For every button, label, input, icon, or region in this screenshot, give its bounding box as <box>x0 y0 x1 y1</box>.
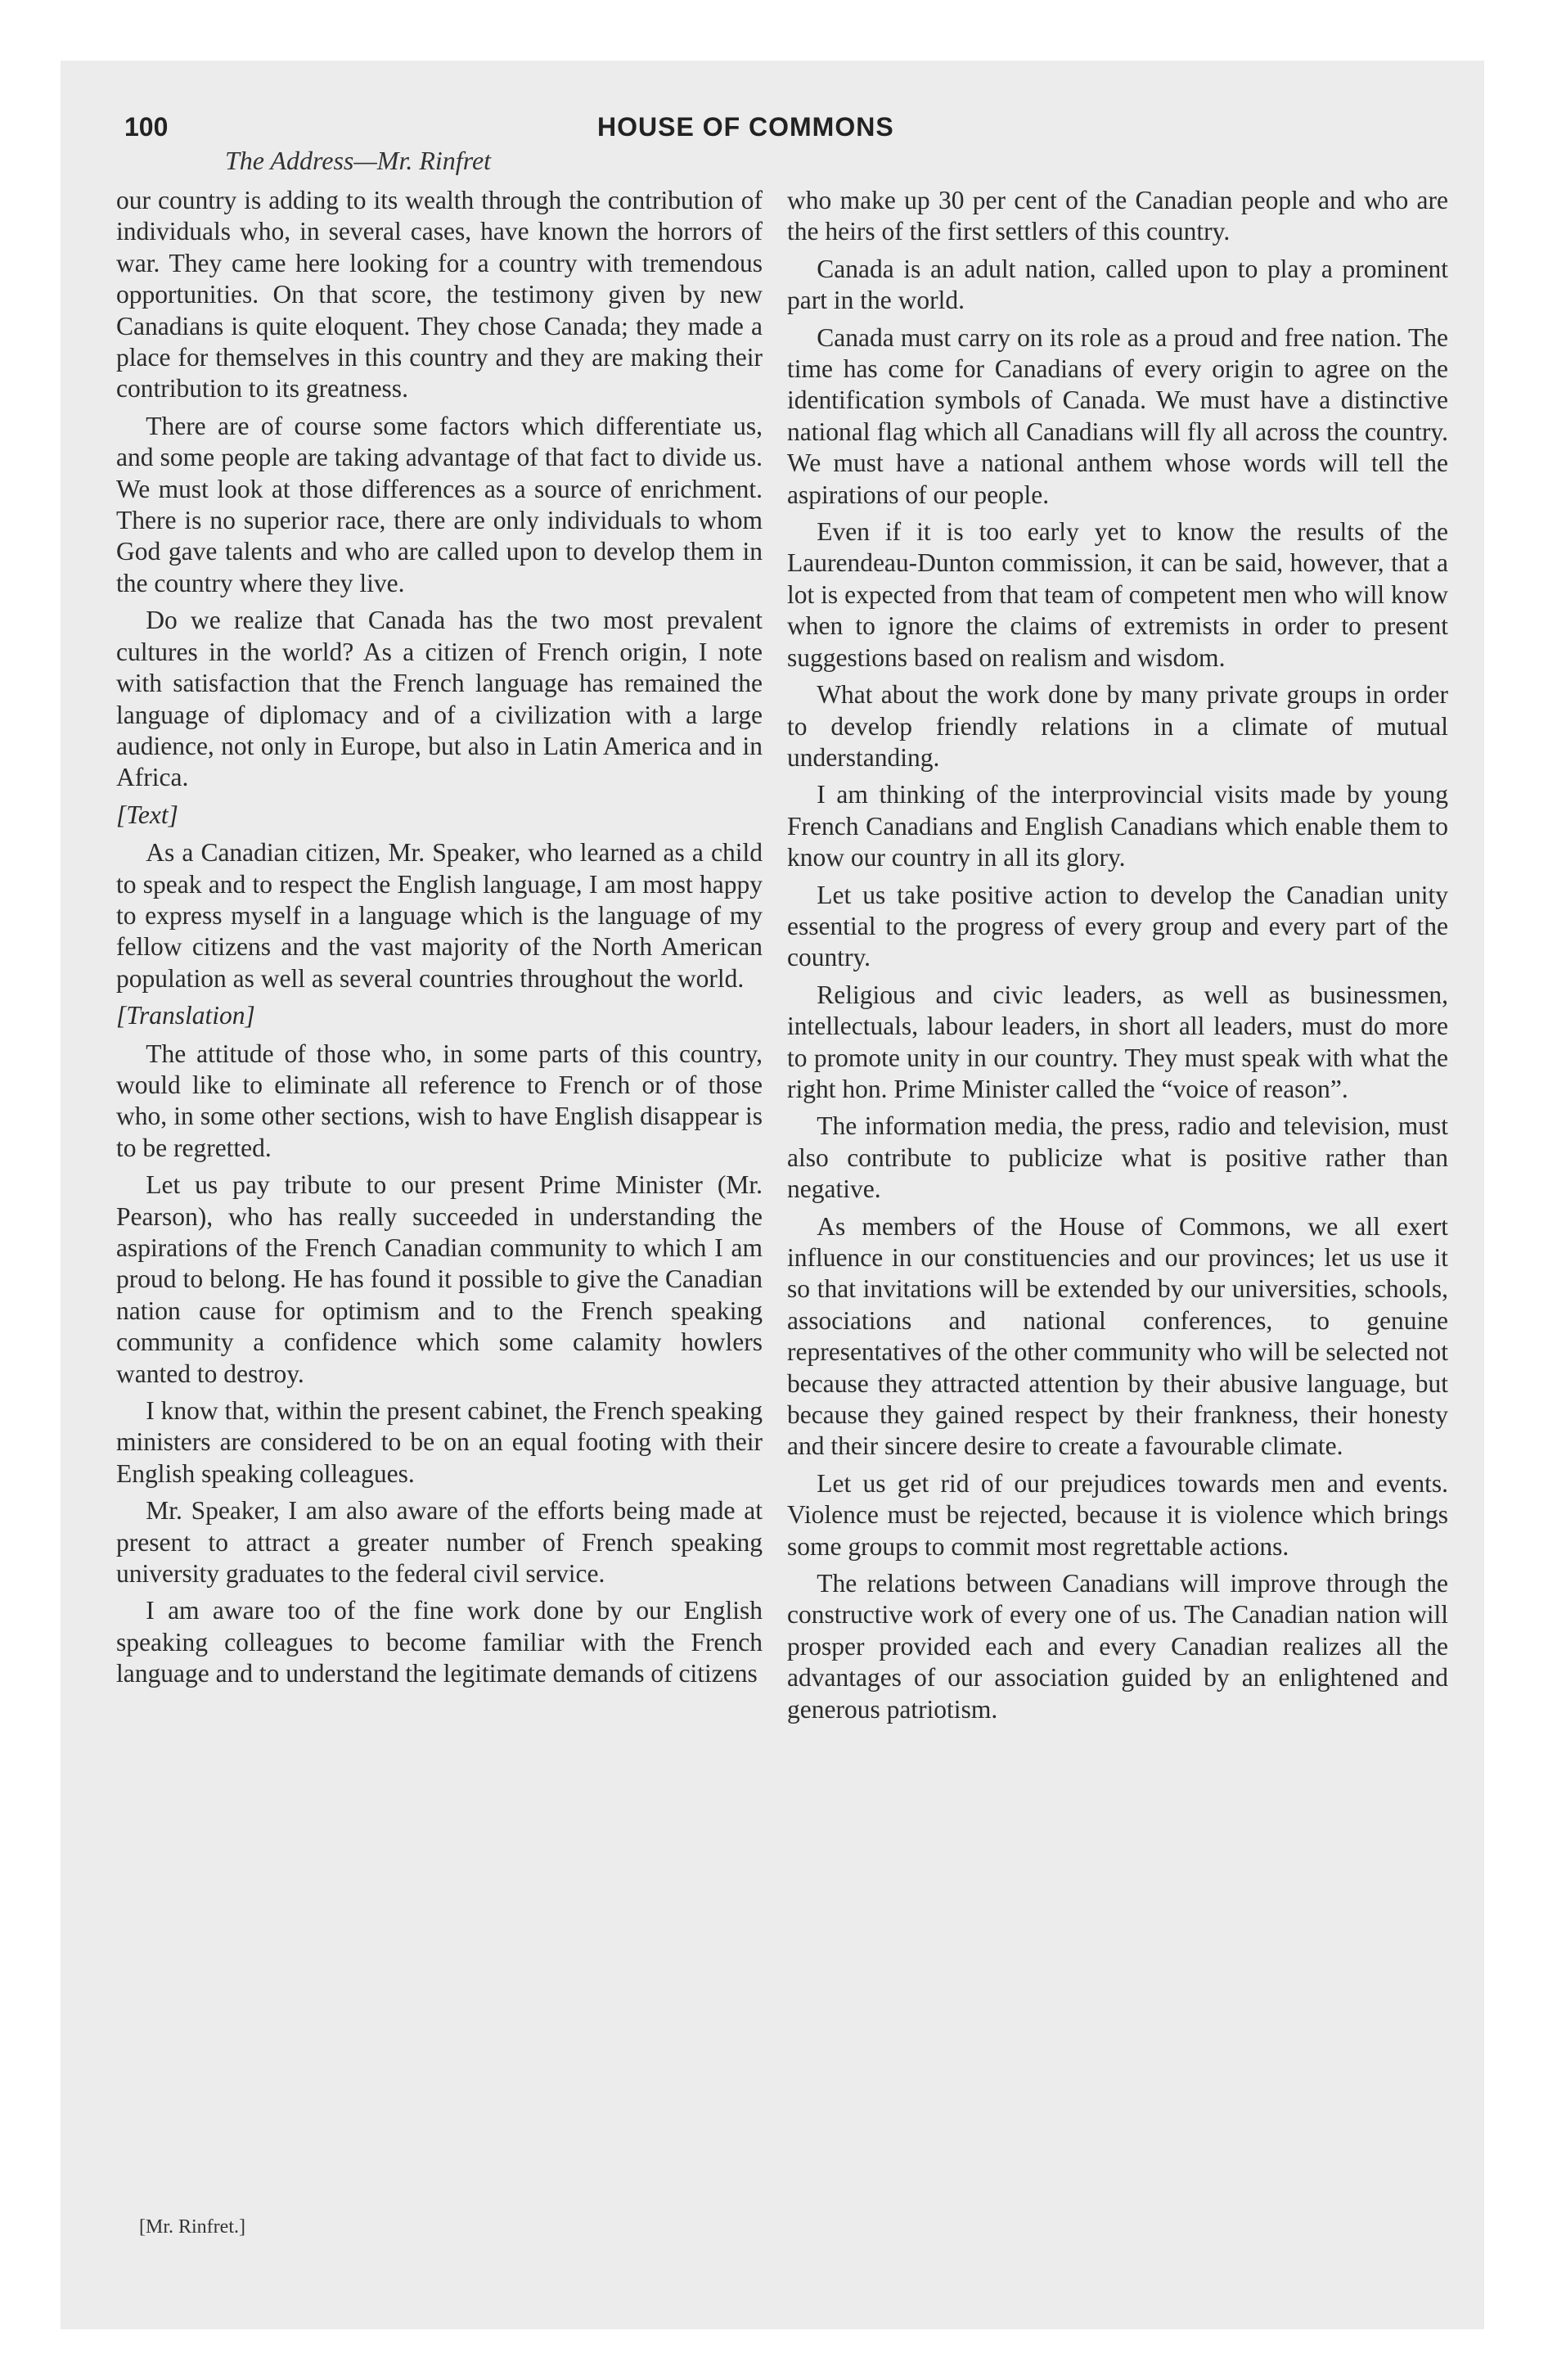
paragraph: Religious and civic leaders, as well as businessmen, intellectuals, labour leaders, in short all leaders, must do more to promote unity in our country. They must speak with what the right hon. Prime Minister called the “voice of reason”. <box>787 980 1448 1103</box>
paragraph: I am aware too of the fine work done by our English speaking colleagues to become familiar with the French language and to understand the legitimate demands of citizens <box>116 1596 763 1688</box>
paragraph: Even if it is too early yet to know the results of the Laurendeau-Dunton commission, it can be said, however, that a lot is expected from that team of competent men who will know when to ignore the claims of extremists in order to present suggestions based on realism and wisdom. <box>787 517 1448 672</box>
paragraph: As members of the House of Commons, we all exert influence in our constituencies and our provinces; let us use it so that invitations will be extended by our universities, schools, associations and national conferences, to genuine representatives of the other community who will be selected not because they attracted attention by their abusive language, but because they gained respect by their frankness, their honesty and their sincere desire to create a favourable climate. <box>787 1211 1448 1461</box>
paragraph: who make up 30 per cent of the Canadian people and who are the heirs of the first settlers of this country. <box>787 186 1448 246</box>
paragraph: Let us get rid of our prejudices towards men and events. Violence must be rejected, because it is violence which brings some groups to commit most regrettable actions. <box>787 1468 1448 1561</box>
paragraph: What about the work done by many private groups in order to develop friendly relations in a climate of mutual understanding. <box>787 680 1448 772</box>
paragraph: our country is adding to its wealth through the contribution of individuals who, in several cases, have known the horrors of war. They came here looking for a country with tremendous opportunities. On that score, the testimony given by new Canadians is quite eloquent. They chose Canada; they made a place for themselves in this country and they are making their contribution to its greatness. <box>116 186 763 403</box>
paragraph: The attitude of those who, in some parts of this country, would like to eliminate all reference to French or of those who, in some other sections, wish to have English disappear is to be regretted. <box>116 1039 763 1162</box>
paragraph: Do we realize that Canada has the two most prevalent cultures in the world? As a citizen of French origin, I note with satisfaction that the French language has remained the language of diplomacy and of a civilization with a large audience, not only in Europe, but also in Latin America and in Africa. <box>116 606 763 792</box>
language-label: [Text] <box>116 800 178 829</box>
right-column <box>787 185 1448 1731</box>
running-head: HOUSE OF COMMONS <box>597 112 894 142</box>
paragraph: Canada is an adult nation, called upon to play a prominent part in the world. <box>787 254 1448 315</box>
paragraph: I am thinking of the interprovincial visits made by young French Canadians and English Canadians which enable them to know our country in all its glory. <box>787 780 1448 872</box>
speaker-tag: [Mr. Rinfret.] <box>139 2216 245 2238</box>
paragraph: There are of course some factors which differentiate us, and some people are taking advantage of that fact to divide us. We must look at those differences as a source of enrichment. There is no superior race, there are only individuals to whom God gave talents and who are called upon to develop them in the country where they live. <box>116 411 763 597</box>
paragraph: The information media, the press, radio and television, must also contribute to publicize what is positive rather than negative. <box>787 1111 1448 1204</box>
paragraph: The relations between Canadians will improve through the constructive work of every one of us. The Canadian nation will prosper provided each and every Canadian realizes all the advantages of our association guided by an enlightened and generous patriotism. <box>787 1569 1448 1724</box>
paragraph: Let us take positive action to develop the Canadian unity essential to the progress of every group and every part of the country. <box>787 880 1448 972</box>
paragraph: Canada must carry on its role as a proud and free nation. The time has come for Canadians of every origin to agree on the identification symbols of Canada. We must have a distinctive national flag which all Canadians will fly all across the country. We must have a national anthem whose words will tell the aspirations of our people. <box>787 322 1448 509</box>
language-label: [Translation] <box>116 1001 255 1030</box>
paragraph: I know that, within the present cabinet, the French speaking ministers are considered to be on an equal footing with their English speaking colleagues. <box>116 1396 763 1488</box>
left-column <box>116 185 763 1696</box>
section-subhead: The Address—Mr. Rinfret <box>225 146 492 175</box>
paragraph: Let us pay tribute to our present Prime Minister (Mr. Pearson), who has really succeeded in understanding the aspirations of the French Canadian community to which I am proud to belong. He has found it possible to give the Canadian nation cause for optimism and to the French speaking community a confidence which some calamity howlers wanted to destroy. <box>116 1170 763 1388</box>
paragraph: Mr. Speaker, I am also aware of the efforts being made at present to attract a greater number of French speaking university graduates to the federal civil service. <box>116 1496 763 1589</box>
page-number: 100 <box>124 112 169 142</box>
paragraph: As a Canadian citizen, Mr. Speaker, who learned as a child to speak and to respect the English language, I am most happy to express myself in a language which is the language of my fellow citizens and the vast majority of the North American population as well as several countries throughout the world. <box>116 838 763 993</box>
